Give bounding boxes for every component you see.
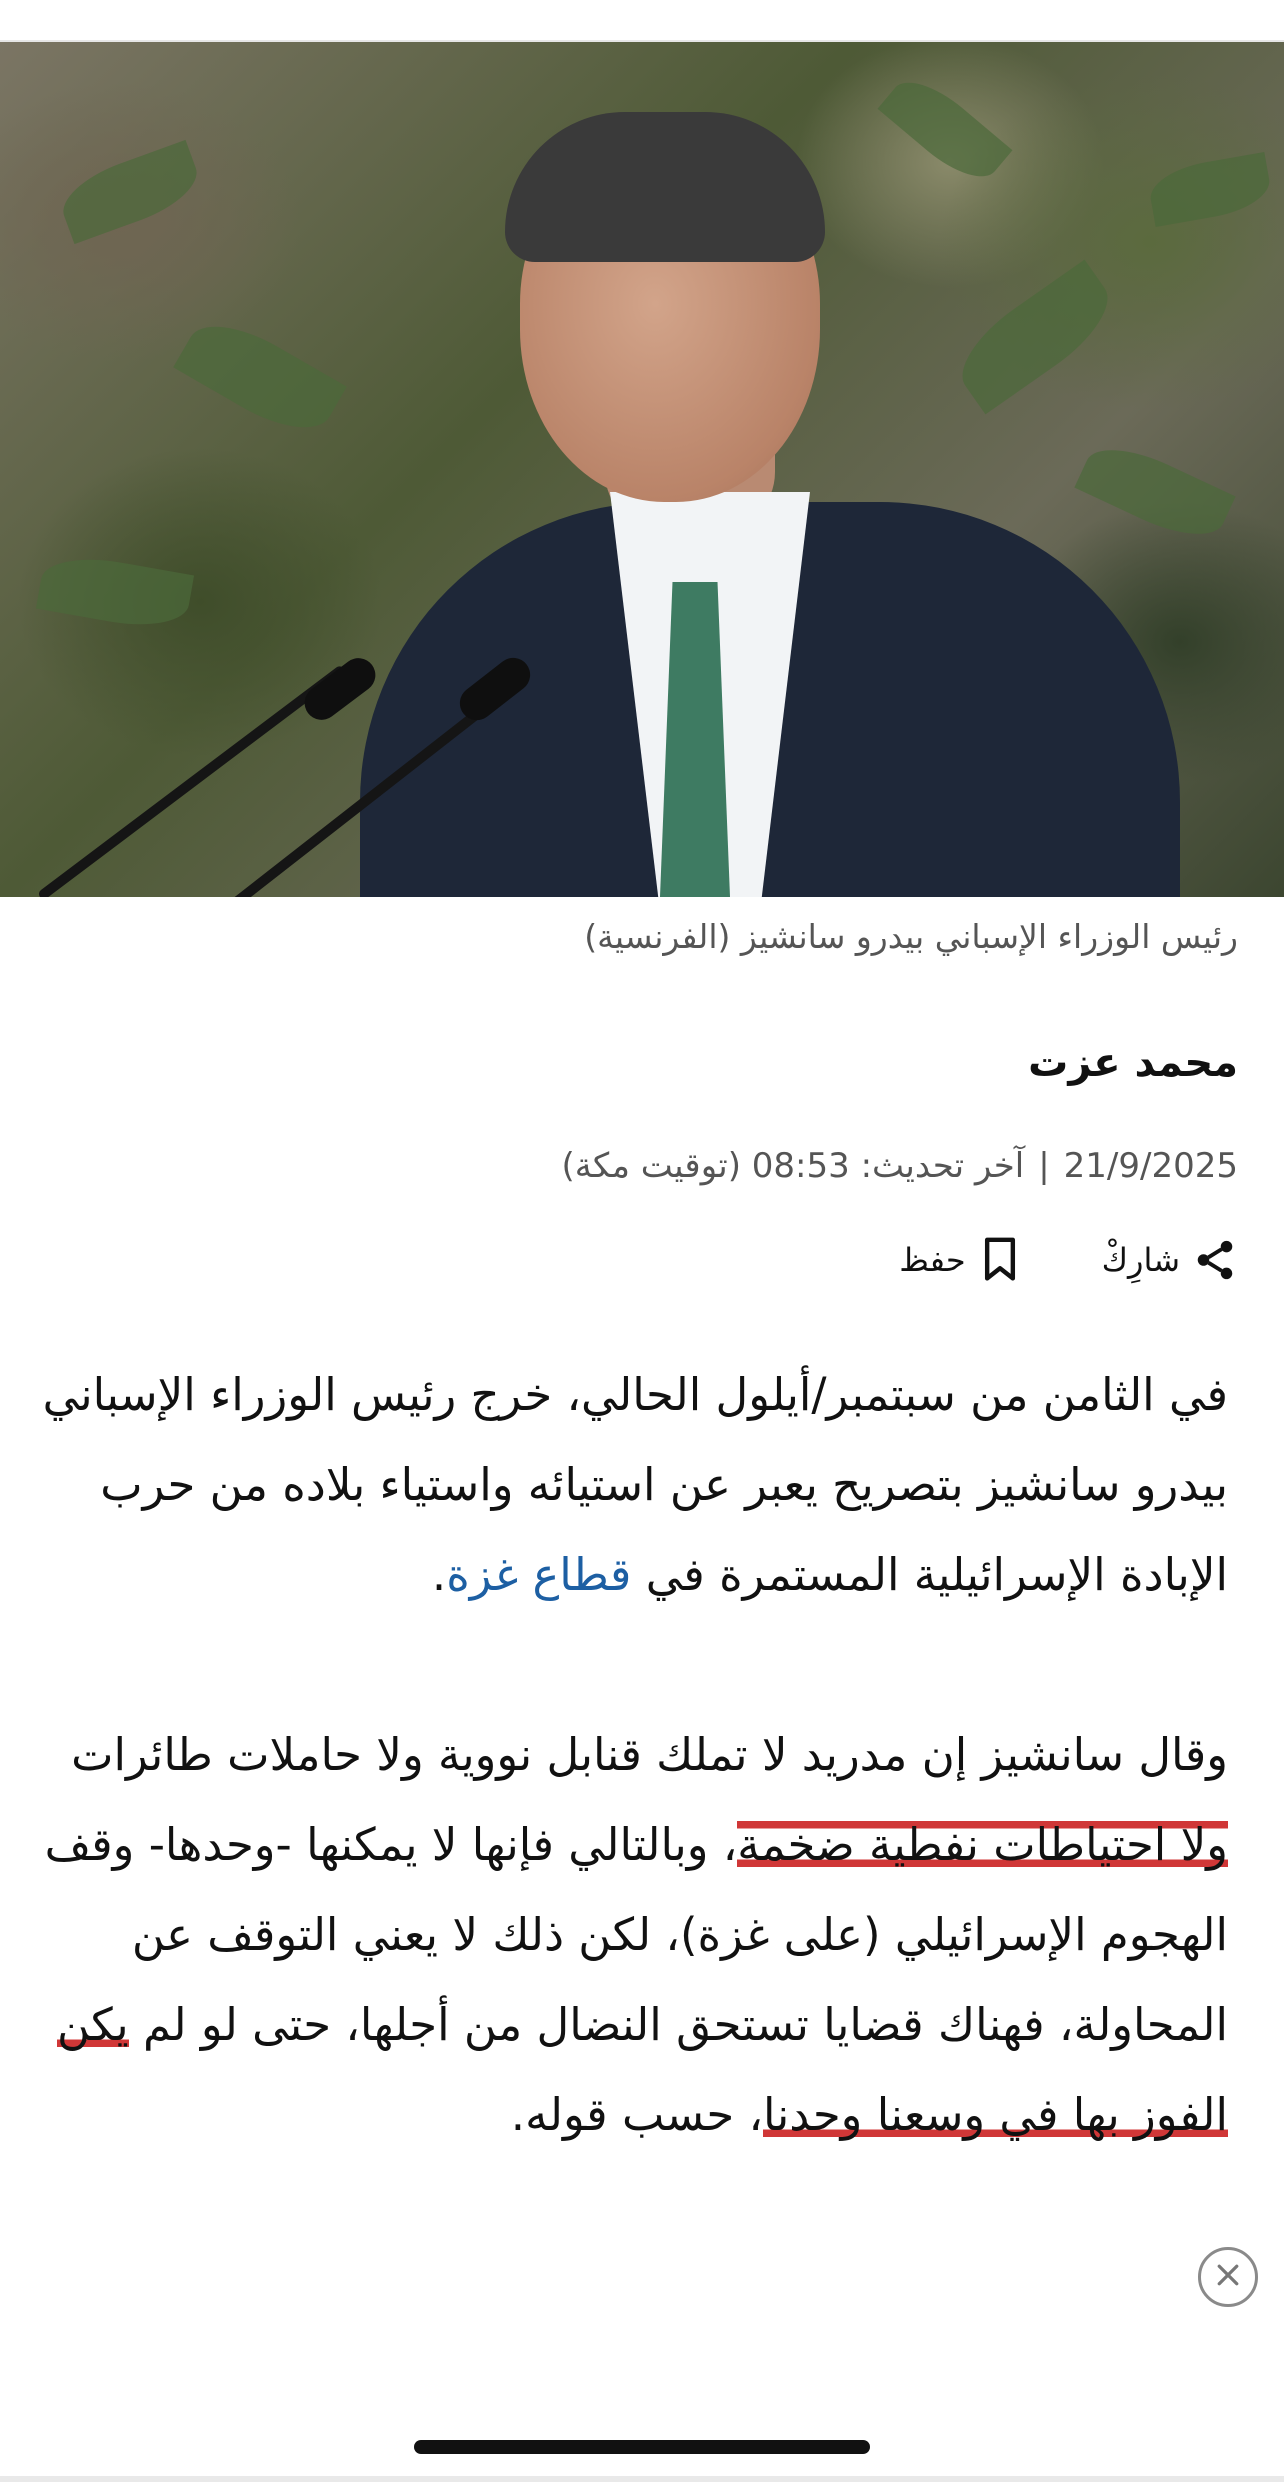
- close-icon: [1213, 2260, 1243, 2294]
- share-button[interactable]: [1102, 1237, 1238, 1283]
- save-button[interactable]: [899, 1236, 1021, 1284]
- red-annotation-highlight-oil: ولا احتياطات نفطية ضخمة: [737, 1818, 1228, 1871]
- photo-caption: رئيس الوزراء الإسباني بيدرو سانشيز (الفرنسية): [584, 917, 1238, 956]
- save-label: حفظ: [899, 1241, 966, 1279]
- paragraph-2: [38, 1710, 1228, 2160]
- paragraph-1: [38, 1350, 1228, 1620]
- bookmark-icon: [978, 1236, 1022, 1284]
- red-annotation-underline: يكن الفوز بها في وسعنا وحدنا: [57, 1998, 1228, 2141]
- article-actions: [899, 1236, 1238, 1284]
- last-updated: آخر تحديث: 08:53 (توقيت مكة): [561, 1146, 1025, 1186]
- gaza-strip-link[interactable]: قطاع غزة: [446, 1548, 632, 1601]
- paragraph-1-text: في الثامن من سبتمبر/أيلول الحالي، خرج رئيس الوزراء الإسباني بيدرو سانشيز بتصريح يعبر عن استيائه واستياء بلاده من حرب الإبادة الإسرائيلية المستمرة في: [42, 1368, 1228, 1601]
- close-overlay-button[interactable]: [1198, 2247, 1258, 2307]
- publish-date: 21/9/2025: [1063, 1146, 1238, 1186]
- paragraph-2-part-b: ، وبالتالي فإنها لا يمكنها -وحدها- وقف الهجوم الإسرائيلي (على غزة)، لكن ذلك لا يعني التوقف عن المحاولة، فهناك قضايا تستحق النضال من أجلها، حتى لو لم: [44, 1818, 1228, 2051]
- article-photo: [0, 42, 1284, 897]
- share-label: شارِكْ: [1101, 1241, 1180, 1279]
- article-body: [38, 1350, 1228, 2160]
- paragraph-2-part-a: وقال سانشيز إن مدريد لا تملك قنابل نووية ولا حاملات طائرات: [71, 1728, 1228, 1781]
- meta-separator: |: [1038, 1146, 1050, 1186]
- paragraph-2-part-c: ، حسب قوله.: [510, 2088, 763, 2141]
- share-icon: [1192, 1237, 1238, 1283]
- author-name[interactable]: محمد عزت: [1028, 1040, 1238, 1086]
- home-indicator[interactable]: [414, 2440, 870, 2454]
- article-meta: [562, 1146, 1239, 1186]
- paragraph-1-end: .: [431, 1548, 447, 1601]
- bottom-divider: [0, 2476, 1284, 2482]
